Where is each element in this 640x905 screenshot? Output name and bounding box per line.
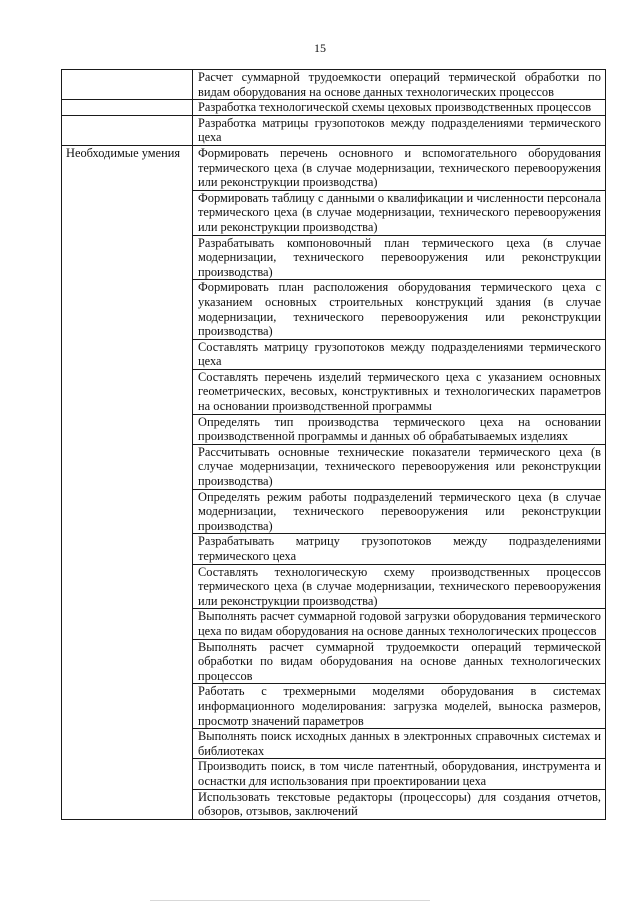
table-row <box>62 70 606 100</box>
table-cell: Выполнять расчет суммарной трудоемкости операций термической обработки по видам оборудования на основе данных технологических процессов <box>193 639 606 684</box>
table-cell: Использовать текстовые редакторы (процессоры) для создания отчетов, обзоров, отзывов, заключений <box>193 789 606 819</box>
skills-table <box>61 69 606 820</box>
table-cell: Определять тип производства термического цеха на основании производственной программы и данных об обрабатываемых изделиях <box>193 414 606 444</box>
page-number: 15 <box>314 41 326 55</box>
label-cell-empty <box>62 115 193 145</box>
table-cell: Выполнять поиск исходных данных в электронных справочных системах и библиотеках <box>193 729 606 759</box>
table-cell: Определять режим работы подразделений термического цеха (в случае модернизации, технического перевооружения или реконструкции производства) <box>193 489 606 534</box>
table-row <box>62 100 606 116</box>
label-cell-empty <box>62 70 193 100</box>
table-cell: Разрабатывать компоновочный план термического цеха (в случае модернизации, технического перевооружения или реконструкции производства) <box>193 235 606 280</box>
table-cell: Формировать перечень основного и вспомогательного оборудования термического цеха (в случае модернизации, технического перевооружения или реконструкции производства) <box>193 145 606 190</box>
table-row <box>62 145 606 190</box>
table-cell: Производить поиск, в том числе патентный, оборудования, инструмента и оснастки для использования при проектировании цеха <box>193 759 606 789</box>
table-cell: Рассчитывать основные технические показатели термического цеха (в случае модернизации, технического перевооружения или реконструкции производства) <box>193 444 606 489</box>
table-cell: Составлять технологическую схему производственных процессов термического цеха (в случае модернизации, технического перевооружения или реконструкции производства) <box>193 564 606 609</box>
section-label: Необходимые умения <box>62 145 193 819</box>
table-cell: Выполнять расчет суммарной годовой загрузки оборудования термического цеха по видам оборудования на основе данных технологических процессов <box>193 609 606 639</box>
scan-edge-line <box>150 900 430 901</box>
label-cell-empty <box>62 100 193 116</box>
table-row <box>62 115 606 145</box>
table-cell: Разрабатывать матрицу грузопотоков между подразделениями термического цеха <box>193 534 606 564</box>
table-cell: Разработка технологической схемы цеховых производственных процессов <box>193 100 606 116</box>
table-cell: Формировать план расположения оборудования термического цеха с указанием основных строительных конструкций здания (в случае модернизации, технического перевооружения или реконструкции производства) <box>193 280 606 339</box>
table-cell: Формировать таблицу с данными о квалификации и численности персонала термического цеха (в случае модернизации, технического перевооружения или реконструкции производства) <box>193 190 606 235</box>
table-cell: Работать с трехмерными моделями оборудования в системах информационного моделирования: загрузка моделей, выноска размеров, просмотр значений параметров <box>193 684 606 729</box>
table-cell: Разработка матрицы грузопотоков между подразделениями термического цеха <box>193 115 606 145</box>
table-cell: Составлять перечень изделий термического цеха с указанием основных геометрических, весовых, конструктивных и технологических параметров на основании производственной программы <box>193 369 606 414</box>
table-cell: Составлять матрицу грузопотоков между подразделениями термического цеха <box>193 339 606 369</box>
table-cell: Расчет суммарной трудоемкости операций термической обработки по видам оборудования на основе данных технологических процессов <box>193 70 606 100</box>
